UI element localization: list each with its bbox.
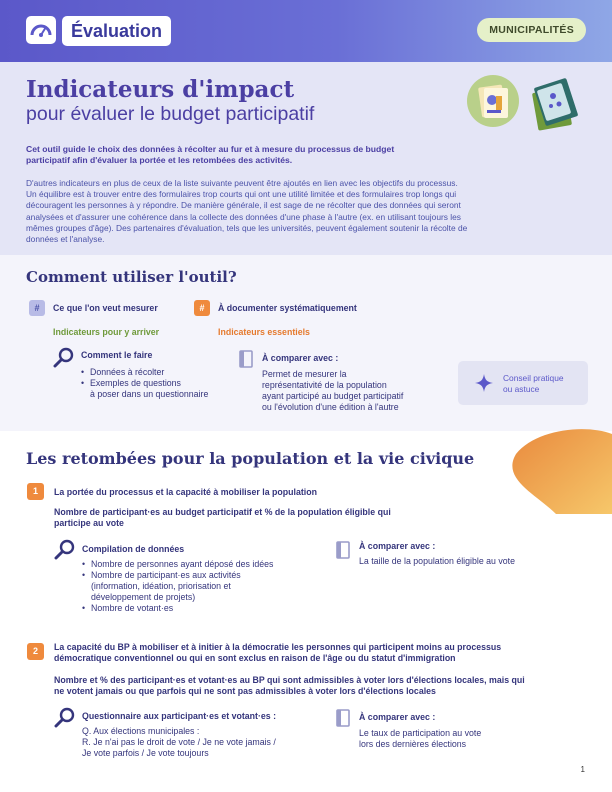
logo bbox=[26, 16, 56, 44]
section1-method: Compilation de données bbox=[82, 544, 185, 554]
section2-compare-text bbox=[359, 728, 481, 750]
list-item bbox=[82, 603, 273, 614]
title-line: La capacité du BP à mobiliser et à initier à la démocratie les personnes qui participent moins au processus bbox=[54, 642, 502, 652]
section2-question bbox=[82, 726, 276, 759]
tip-line: Conseil pratique bbox=[503, 373, 564, 383]
intro-lead bbox=[26, 144, 586, 166]
legend-document: À documenter systématiquement bbox=[218, 303, 357, 313]
page-number: 1 bbox=[580, 765, 585, 774]
section1-compare-title: À comparer avec : bbox=[359, 541, 436, 551]
compare-title: À comparer avec : bbox=[262, 353, 339, 363]
intro-line: analysées et d'assurer une cohérence dans la collecte des données d'une phase à l'autre (ex. en utilisant toujours les bbox=[26, 211, 461, 222]
bookmark-icon bbox=[239, 350, 253, 368]
list-item bbox=[81, 367, 208, 378]
indicators-path-label: Indicateurs pour y arriver bbox=[53, 327, 160, 337]
bookmark-icon bbox=[336, 709, 350, 727]
how-title: Comment le faire bbox=[81, 350, 153, 360]
decorative-blob-icon bbox=[496, 424, 612, 514]
indicator-line: participe au vote bbox=[54, 518, 124, 528]
intro-lead-line: Cet outil guide le choix des données à récolter au fur et à mesure du processus de budget bbox=[26, 144, 395, 154]
magnifier-icon bbox=[54, 707, 76, 729]
tip-box bbox=[458, 361, 588, 405]
legend-measure: Ce que l'on veut mesurer bbox=[53, 303, 158, 313]
list-item bbox=[82, 559, 273, 570]
indicator-line: Nombre de participant·es au budget participatif et % de la population éligible qui bbox=[54, 507, 391, 517]
magnifier-icon bbox=[54, 539, 76, 561]
list-item-text: Données à récolter bbox=[90, 367, 165, 377]
question-line: R. Je n'ai pas le droit de vote / Je ne vote jamais / bbox=[82, 737, 276, 747]
indicator-line: Nombre et % des participant·es et votant·es au BP qui sont admissibles à voter lors d'élections locales, mais qui bbox=[54, 675, 525, 685]
compare-line: lors des dernières élections bbox=[359, 739, 467, 749]
section1-compare-text: La taille de la population éligible au vote bbox=[359, 556, 516, 566]
tip-text bbox=[503, 373, 583, 394]
bookmark-icon bbox=[336, 541, 350, 559]
section1-list bbox=[82, 559, 273, 614]
list-item-text: développement de projets) bbox=[91, 592, 196, 602]
section2-method: Questionnaire aux participant·es et votant·es : bbox=[82, 711, 277, 721]
books-illustration-icon bbox=[525, 74, 581, 132]
intro-line: données et l'analyse. bbox=[26, 234, 105, 245]
audience-tag: MUNICIPALITÉS bbox=[477, 18, 586, 42]
list-item-text: (information, idéation, priorisation et bbox=[91, 581, 231, 591]
intro-lead-line: participatif afin d'évaluer la portée et les retombées des activités. bbox=[26, 155, 293, 165]
question-line: Q. Aux élections municipales : bbox=[82, 726, 200, 736]
list-item-text: Nombre de personnes ayant déposé des idées bbox=[91, 559, 274, 569]
section2-title bbox=[54, 642, 501, 664]
intro-line: mêmes groupes d'âge). Des partenaires d'évaluation, tels que les universités, peuvent également soutenir la récolte de bbox=[26, 222, 468, 233]
section2-compare-title: À comparer avec : bbox=[359, 712, 436, 722]
section1-indicator bbox=[54, 507, 391, 529]
compare-text bbox=[262, 369, 403, 413]
measure-badge: # bbox=[29, 300, 45, 316]
compare-line: représentativité de la population bbox=[262, 380, 387, 390]
compare-line: Permet de mesurer la bbox=[262, 369, 347, 379]
indicators-essential-label: Indicateurs essentiels bbox=[218, 327, 310, 337]
impacts-heading: Les retombées pour la population et la vie civique bbox=[26, 449, 475, 468]
section-title: Évaluation bbox=[62, 16, 171, 46]
list-item bbox=[82, 570, 273, 603]
title-line: démocratique conventionnel ou qui en sont exclus en raison de l'âge ou du statut d'immigration bbox=[54, 653, 456, 663]
list-item-text: Exemples de questions bbox=[90, 378, 181, 388]
section-number: 2 bbox=[27, 643, 44, 660]
question-line: Je vote parfois / Je vote toujours bbox=[82, 748, 209, 758]
documents-illustration-icon bbox=[466, 74, 520, 128]
intro-paragraph bbox=[26, 178, 588, 245]
compare-line: ayant participé au budget participatif bbox=[262, 391, 404, 401]
page-subtitle: pour évaluer le budget participatif bbox=[26, 103, 315, 125]
compare-line: Le taux de participation au vote bbox=[359, 728, 482, 738]
document-badge: # bbox=[194, 300, 210, 316]
header-bar bbox=[0, 0, 612, 62]
intro-line: Un équilibre est à trouver entre des formulaires trop courts qui ont une utilité limitée et des formulaires trop longs qui bbox=[26, 189, 457, 200]
tip-line: ou astuce bbox=[503, 383, 540, 394]
section-number: 1 bbox=[27, 483, 44, 500]
section2-indicator bbox=[54, 675, 525, 697]
intro-line: D'autres indicateurs en plus de ceux de la liste suivante peuvent être ajoutés en lien avec les objectifs du processus. bbox=[26, 178, 458, 188]
how-list bbox=[81, 367, 208, 400]
list-item-text: à poser dans un questionnaire bbox=[90, 389, 209, 399]
intro-line: découragent les personnes à y répondre. De manière générale, il est sage de ne récolter que des données qui seront bbox=[26, 200, 461, 211]
compare-line: ou l'évolution d'une édition à l'autre bbox=[262, 402, 399, 412]
section1-title: La portée du processus et la capacité à mobiliser la population bbox=[54, 487, 318, 497]
magnifier-icon bbox=[53, 347, 75, 369]
list-item bbox=[81, 378, 208, 400]
page-title: Indicateurs d'impact bbox=[26, 76, 295, 103]
how-heading: Comment utiliser l'outil? bbox=[26, 268, 237, 286]
indicator-line: ne votent jamais ou que parfois qui ne sont pas admissibles à voter lors d'élections locales bbox=[54, 686, 436, 696]
list-item-text: Nombre de participant·es aux activités bbox=[91, 570, 241, 580]
list-item-text: Nombre de votant·es bbox=[91, 603, 174, 613]
gauge-icon bbox=[30, 21, 52, 39]
sparkle-icon bbox=[474, 373, 494, 393]
